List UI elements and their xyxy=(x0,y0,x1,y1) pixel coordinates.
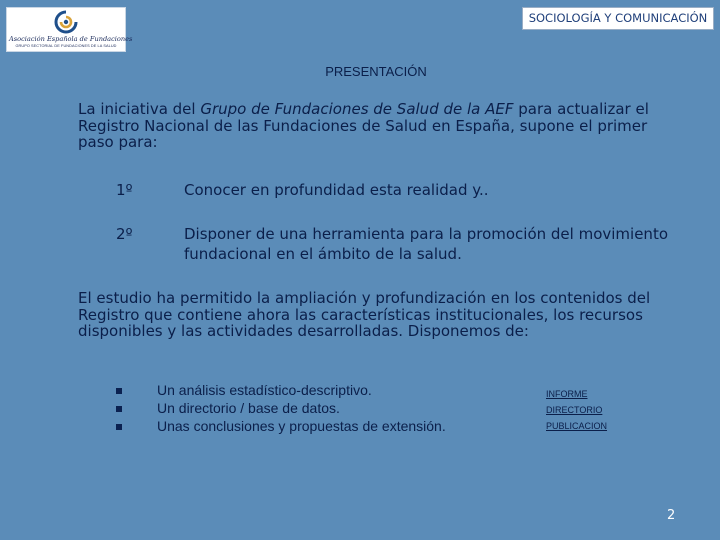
list-item-text: Unas conclusiones y propuestas de extensión. xyxy=(157,418,446,434)
aef-logo xyxy=(6,7,133,52)
resource-links xyxy=(546,386,607,434)
bullet-square-icon xyxy=(116,388,122,394)
directorio-link[interactable]: DIRECTORIO xyxy=(546,405,603,415)
study-paragraph: El estudio ha permitido la ampliación y profundización en los contenidos del Registro que contiene ahora las características institucionales, los recursos disponibles y las actividades desarrolladas. Disponemos de: xyxy=(78,289,651,340)
logo-subtext: GRUPO SECTORIAL DE FUNDACIONES DE LA SALUD xyxy=(15,44,117,48)
section-badge: SOCIOLOGÍA Y COMUNICACIÓN xyxy=(522,7,714,30)
step-number-2: 2º xyxy=(116,225,133,243)
publicacion-link[interactable]: PUBLICACION xyxy=(546,421,608,431)
intro-text-start: La iniciativa del xyxy=(78,100,201,118)
step-text-2: Disponer de una herramienta para la promoción del movimiento fundacional en el ámbito de la salud. xyxy=(184,225,668,263)
intro-paragraph xyxy=(78,101,678,151)
intro-text-end: para actualizar el Registro Nacional de las Fundaciones de Salud en España, supone el primer paso para: xyxy=(78,100,649,151)
list-item-text: Un análisis estadístico-descriptivo. xyxy=(157,382,372,398)
step-number-1: 1º xyxy=(116,181,133,199)
aef-logo-mark-icon xyxy=(53,9,79,35)
bullet-square-icon xyxy=(116,406,122,412)
logo-text: Asociación Española de Fundaciones xyxy=(9,35,133,43)
informe-link[interactable]: INFORME xyxy=(546,389,588,399)
step-text-1: Conocer en profundidad esta realidad y.. xyxy=(184,181,489,199)
bullet-square-icon xyxy=(116,424,122,430)
intro-text-emphasis: Grupo de Fundaciones de Salud de la AEF xyxy=(200,100,514,118)
list-item-text: Un directorio / base de datos. xyxy=(157,400,340,416)
slide-title: PRESENTACIÓN xyxy=(325,64,427,79)
page-number: 2 xyxy=(667,508,676,523)
